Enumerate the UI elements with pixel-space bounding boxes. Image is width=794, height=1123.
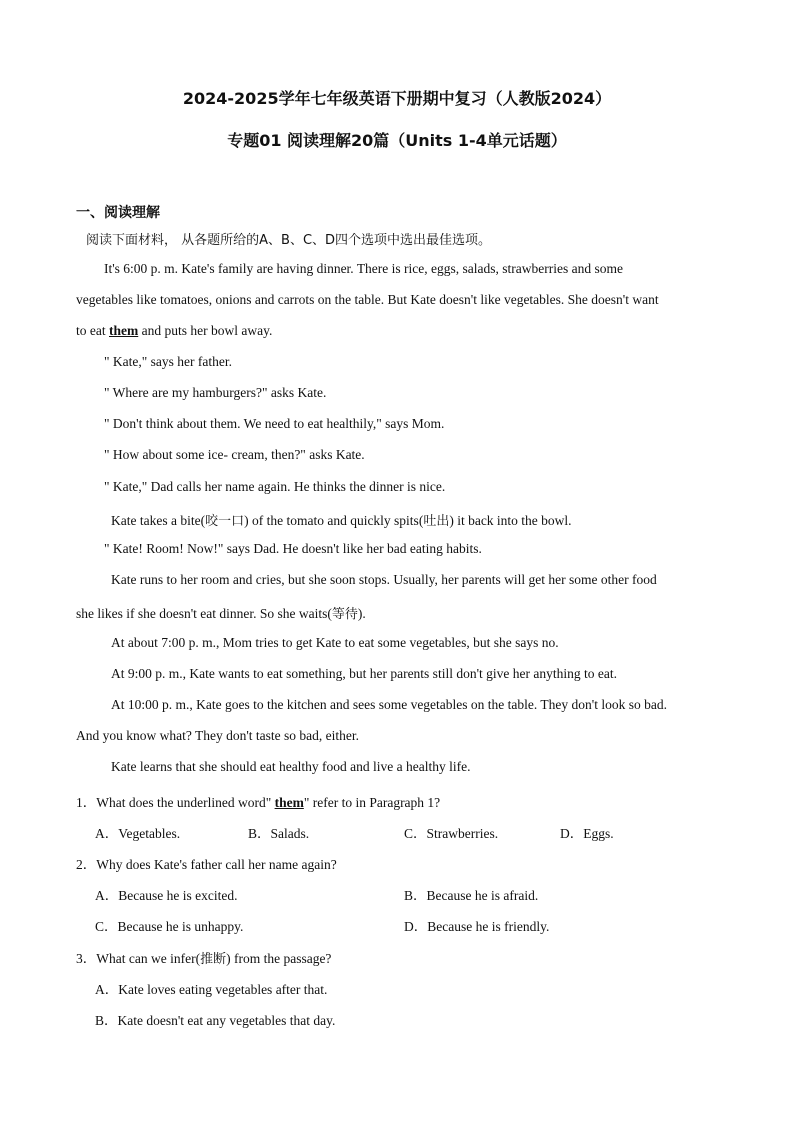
passage-line: " Kate," says her father. — [104, 354, 232, 369]
gloss-cn: 吐出 — [423, 514, 450, 529]
question-1 — [76, 791, 440, 811]
document-title: 2024-2025学年七年级英语下册期中复习（人教版2024） — [182, 89, 612, 108]
passage-line: " Kate," Dad calls her name again. He thinks the dinner is nice. — [104, 479, 446, 494]
passage-line: At 10:00 p. m., Kate goes to the kitchen and sees some vegetables on the table. They don't look so bad. — [111, 697, 667, 712]
passage-line — [76, 603, 366, 622]
document-subtitle: 专题01 阅读理解20篇（Units 1-4单元话题） — [227, 131, 567, 150]
text-span: ) it back into the bowl. — [449, 513, 572, 528]
gloss-cn: 推断 — [200, 952, 227, 967]
text-span: Kate takes a bite( — [111, 513, 206, 528]
text-span: and puts her bowl away. — [138, 323, 273, 338]
section-heading: 一、阅读理解 — [76, 205, 160, 221]
passage-line — [76, 323, 272, 339]
text-span: ) from the passage? — [226, 951, 332, 966]
passage-line: " Where are my hamburgers?" asks Kate. — [104, 385, 327, 400]
passage-line: It's 6:00 p. m. Kate's family are having dinner. There is rice, eggs, salads, strawberries and some — [104, 261, 623, 276]
instruction-text: 阅读下面材料， 从各题所给的A、B、C、D四个选项中选出最佳选项。 — [86, 233, 492, 248]
text-span: she likes if she doesn't eat dinner. So she waits( — [76, 606, 332, 621]
question-2: 2．Why does Kate's father call her name again? — [76, 857, 337, 872]
option-a[interactable]: A．Kate loves eating vegetables after that. — [95, 982, 328, 997]
text-span: ) of the tomato and quickly spits( — [244, 513, 424, 528]
option-c[interactable]: C．Strawberries. — [404, 826, 499, 841]
passage-line: " Kate! Room! Now!" says Dad. He doesn't like her bad eating habits. — [104, 541, 482, 556]
option-d[interactable]: D．Because he is friendly. — [404, 919, 550, 934]
option-b[interactable]: B．Kate doesn't eat any vegetables that day. — [95, 1013, 336, 1028]
option-a[interactable]: A．Vegetables. — [95, 826, 181, 841]
option-d[interactable]: D．Eggs. — [560, 826, 614, 841]
passage-line: " Don't think about them. We need to eat healthily," says Mom. — [104, 416, 445, 431]
passage-line: And you know what? They don't taste so bad, either. — [76, 728, 360, 743]
underlined-word: them — [109, 323, 139, 338]
text-span: to eat — [76, 323, 109, 338]
text-span: 1．What does the underlined word" — [76, 795, 275, 810]
text-span: " refer to in Paragraph 1? — [303, 795, 441, 810]
option-c[interactable]: C．Because he is unhappy. — [95, 919, 244, 934]
passage-line: vegetables like tomatoes, onions and carrots on the table. But Kate doesn't like vegetables. She doesn't want — [76, 292, 659, 307]
text-span: 3．What can we infer( — [76, 951, 201, 966]
underlined-word: them — [274, 795, 304, 810]
gloss-cn: 等待 — [331, 607, 358, 622]
gloss-cn: 咬一口 — [205, 514, 245, 529]
passage-line: " How about some ice- cream, then?" asks Kate. — [104, 447, 365, 462]
text-span: ). — [357, 606, 366, 621]
option-b[interactable]: B．Salads. — [248, 826, 310, 841]
passage-line: Kate learns that she should eat healthy food and live a healthy life. — [111, 759, 471, 774]
question-3 — [76, 947, 331, 967]
passage-line: At 9:00 p. m., Kate wants to eat something, but her parents still don't give her anything to eat. — [111, 666, 617, 681]
passage-line — [111, 510, 572, 529]
option-a[interactable]: A．Because he is excited. — [95, 888, 238, 903]
passage-line: Kate runs to her room and cries, but she soon stops. Usually, her parents will get her some other food — [111, 572, 657, 587]
passage-line: At about 7:00 p. m., Mom tries to get Kate to eat some vegetables, but she says no. — [111, 635, 559, 650]
option-b[interactable]: B．Because he is afraid. — [404, 888, 539, 903]
